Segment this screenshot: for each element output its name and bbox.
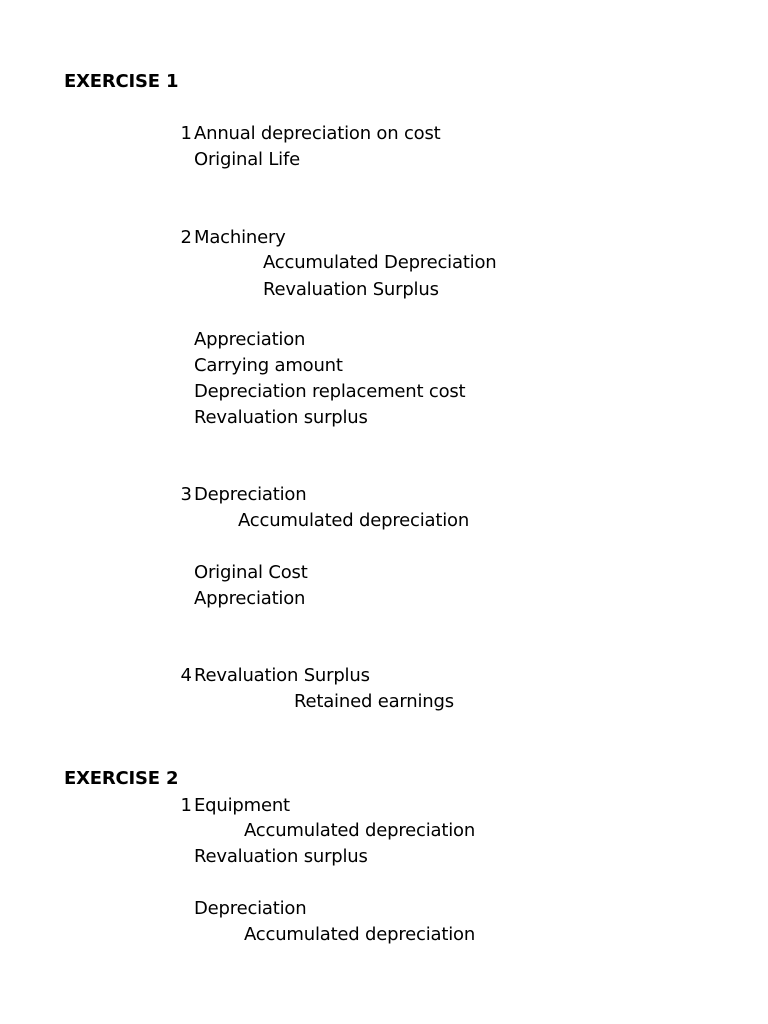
item-number: 3 xyxy=(180,484,192,505)
item-2-debit: Machinery xyxy=(194,227,286,248)
ex2-item-1-credit-1: Accumulated depreciation xyxy=(244,820,476,841)
ex2-item-1-debit: Equipment xyxy=(194,795,290,816)
item-4-credit: Retained earnings xyxy=(294,691,454,712)
ex2-item-1-credit-2: Revaluation surplus xyxy=(194,846,368,867)
item-number: 1 xyxy=(180,123,192,144)
item-number: 2 xyxy=(180,227,192,248)
computation-line: Appreciation xyxy=(194,588,306,609)
computation-line: Carrying amount xyxy=(194,355,343,376)
item-3-debit: Depreciation xyxy=(194,484,307,505)
exercise-1-heading: EXERCISE 1 xyxy=(64,71,179,92)
ex2-item-1-debit-2: Depreciation xyxy=(194,898,307,919)
item-3-credit: Accumulated depreciation xyxy=(238,510,470,531)
computation-line: Revaluation surplus xyxy=(194,407,368,428)
item-number: 4 xyxy=(180,665,192,686)
exercise-2-heading: EXERCISE 2 xyxy=(64,768,179,789)
computation-line: Depreciation replacement cost xyxy=(194,381,466,402)
item-2-credit-2: Revaluation Surplus xyxy=(263,279,439,300)
ex2-item-1-credit-3: Accumulated depreciation xyxy=(244,924,476,945)
item-1-entry: Annual depreciation on cost xyxy=(194,123,441,144)
item-4-debit: Revaluation Surplus xyxy=(194,665,370,686)
item-2-credit-1: Accumulated Depreciation xyxy=(263,252,497,273)
item-number: 1 xyxy=(180,795,192,816)
computation-line: Original Cost xyxy=(194,562,308,583)
computation-line: Appreciation xyxy=(194,329,306,350)
item-1-sub: Original Life xyxy=(194,149,300,170)
